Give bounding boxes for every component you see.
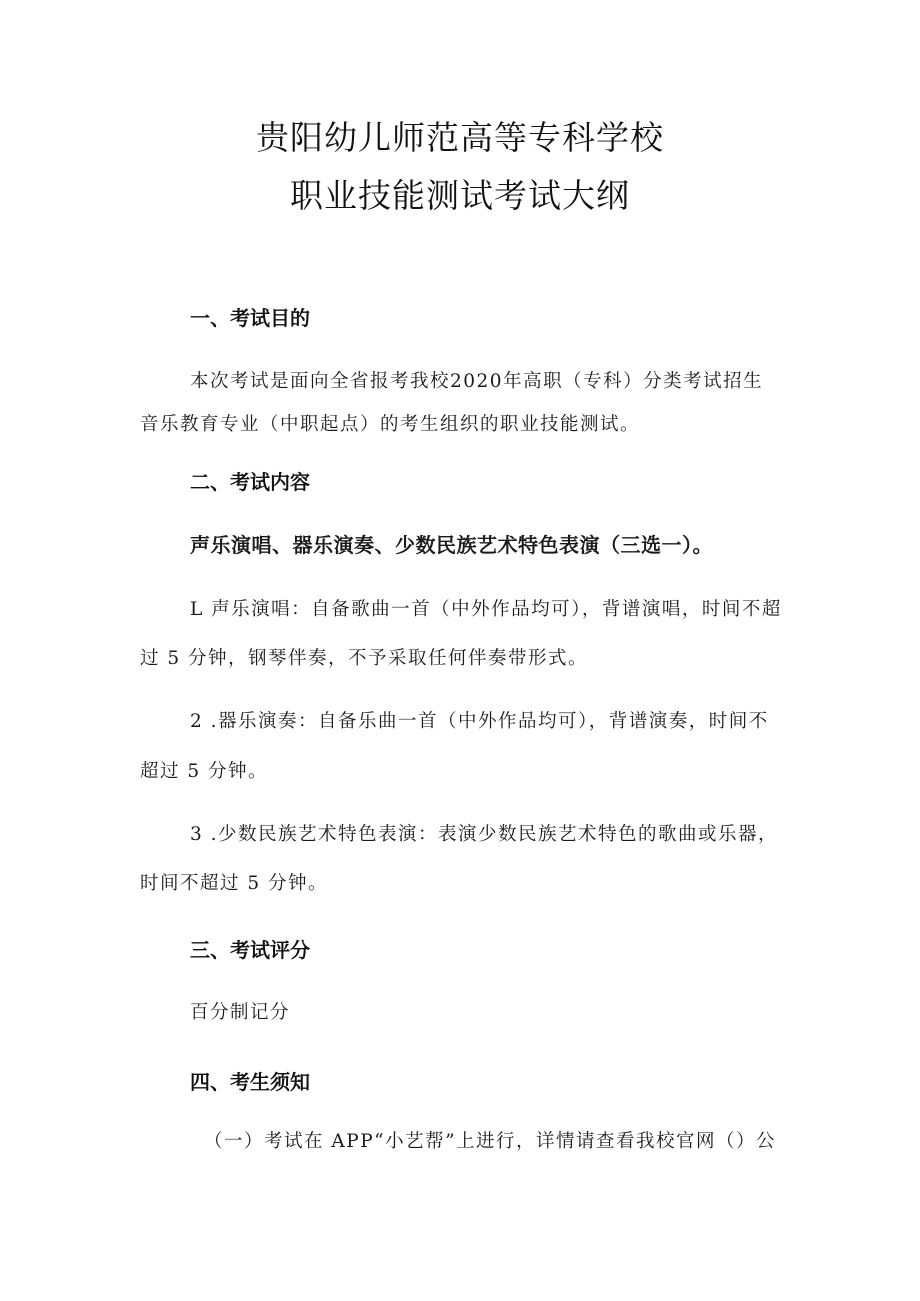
list-item-vocal-line1: L 声乐演唱：自备歌曲一首（中外作品均可），背谱演唱，时间不超 bbox=[190, 599, 782, 620]
section-heading-exam-content: 二、考试内容 bbox=[190, 470, 310, 494]
section-heading-exam-purpose: 一、考试目的 bbox=[190, 306, 310, 330]
paragraph-purpose-line2: 音乐教育专业（中职起点）的考生组织的职业技能测试。 bbox=[140, 414, 641, 435]
section-heading-exam-scoring: 三、考试评分 bbox=[190, 938, 310, 962]
list-item-vocal-line2: 过 5 分钟，钢琴伴奏，不予采取任何伴奏带形式。 bbox=[140, 648, 589, 669]
document-title-line2: 职业技能测试考试大纲 bbox=[290, 176, 630, 215]
list-item-instrumental-line2: 超过 5 分钟。 bbox=[140, 761, 269, 782]
list-item-ethnic-performance-line1: 3 .少数民族艺术特色表演：表演少数民族艺术特色的歌曲或乐器， bbox=[190, 824, 779, 845]
paragraph-content-intro: 声乐演唱、器乐演奏、少数民族艺术特色表演（三选一）。 bbox=[190, 533, 713, 557]
section-heading-candidate-notes: 四、考生须知 bbox=[190, 1070, 310, 1094]
paragraph-notes-line1: （一）考试在 APP“小艺帮”上进行，详情请查看我校官网（）公 bbox=[204, 1131, 777, 1152]
paragraph-scoring: 百分制记分 bbox=[190, 1002, 291, 1023]
list-item-instrumental-line1: 2 .器乐演奏：自备乐曲一首（中外作品均可），背谱演奏，时间不 bbox=[190, 711, 769, 732]
document-title-line1: 贵阳幼儿师范高等专科学校 bbox=[256, 118, 664, 157]
paragraph-purpose-line1: 本次考试是面向全省报考我校2020年高职（专科）分类考试招生 bbox=[190, 371, 764, 392]
list-item-ethnic-performance-line2: 时间不超过 5 分钟。 bbox=[140, 873, 329, 894]
